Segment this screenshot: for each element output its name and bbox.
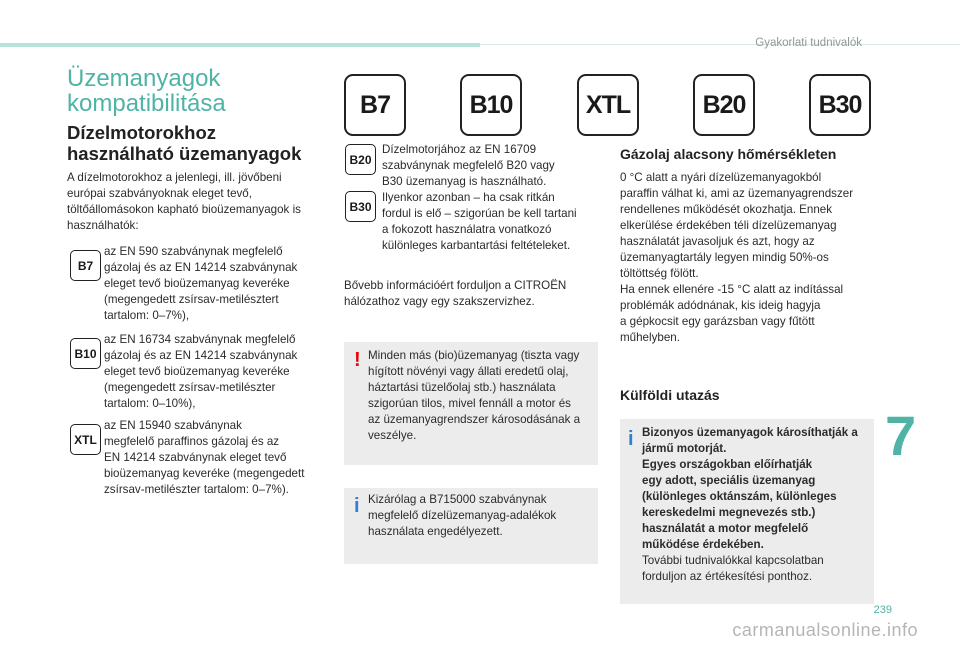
info-box-abroad [620, 419, 874, 604]
abroad-warning-text: Bizonyos üzemanyagok károsíthatják a jármű motorját. Egyes országokban előírhatják egy adott, speciális üzemanyag (különleges oktánszám, különleges kereskedelmi megnevezés stb.) használatát a motor megfelelő működése érdekében. [642, 426, 858, 551]
info-icon: i [628, 428, 634, 450]
cold-weather-text: 0 °C alatt a nyári dízelüzemanyagokból paraffin válhat ki, ami az üzemanyagrendszer rendellenes működését okozhatja. Ennek elkerülése érdekében téli dízelüzemanyag használatát javasoljuk és azt, hogy az üzemanyagtartály legyen mindig 50%-os töltöttség fölött. Ha ennek ellenére -15 °C alatt az indítással problémák adódnának, kis ideig hagyja a gépkocsit egy garázsban vagy fűtött műhelyben. [620, 171, 854, 344]
section-title: Gyakorlati tudnivalók [755, 37, 862, 49]
abroad-heading: Külföldi utazás [620, 387, 720, 403]
warning-icon: ! [354, 349, 361, 371]
more-info-text: Bővebb információért forduljon a CITROËN hálózathoz vagy egy szakszervizhez. [344, 279, 567, 308]
info-icon: i [354, 495, 360, 517]
fuel-badge-b30-small: B30 [345, 191, 376, 222]
fuel-item-xtl-text: az EN 15940 szabványnak megfelelő paraffinos gázolaj és az EN 14214 szabványnak eleget tevő bioüzemanyag keveréke (megengedett zsírsav-metilészter tartalom: 0–7%). [104, 419, 305, 496]
fuel-badge-b10-small: B10 [70, 338, 101, 369]
fuel-item-b7-text: az EN 590 szabványnak megfelelő gázolaj és az EN 14214 szabványnak eleget tevő bioüzemanyag keveréke (megengedett zsírsav-metilésztert tartalom: 0–7%), [104, 245, 298, 322]
chapter-tab [885, 403, 960, 469]
fuel-badge-xtl-small: XTL [70, 424, 101, 455]
fuel-badge-b30: B30 [809, 74, 871, 136]
header-accent-bar [0, 43, 480, 47]
chapter-number: 7 [885, 404, 917, 467]
diesel-intro: A dízelmotorokhoz a jelenlegi, ill. jövőbeni európai szabványoknak eleget tevő, töltőállomásokon kapható bioüzemanyagok is használhatók: [67, 171, 301, 232]
watermark: carmanualsonline.info [732, 620, 918, 640]
warning-text: Minden más (bio)üzemanyag (tiszta vagy hígított növényi vagy állati eredetű olaj, háztartási tüzelőolaj stb.) használata szigorúan tilos, mivel fennáll a motor és az üzemanyagrendszer károsodásának a veszélye. [368, 349, 581, 442]
fuel-badge-b20-small: B20 [345, 144, 376, 175]
fuel-badge-b20: B20 [693, 74, 755, 136]
header-divider [480, 44, 960, 45]
fuel-badge-b7: B7 [344, 74, 406, 136]
fuel-item-b10-text: az EN 16734 szabványnak megfelelő gázolaj és az EN 14214 szabványnak eleget tevő bioüzemanyag keveréke (megengedett zsírsav-metilészter tartalom: 0–10%), [104, 333, 298, 410]
info-box-additives [344, 488, 598, 564]
b20-b30-text: Dízelmotorjához az EN 16709 szabványnak megfelelő B20 vagy B30 üzemanyag is használható. Ilyenkor azonban – ha csak ritkán fordul is elő – szigorúan be kell tartani a fokozott használatra vonatkozó különleges karbantartási feltételeket. [382, 143, 577, 252]
abroad-contact-text: További tudnivalókkal kapcsolatban forduljon az értékesítési ponthoz. [642, 554, 824, 583]
fuel-badge-b10: B10 [460, 74, 522, 136]
page-number: 239 [873, 604, 892, 616]
fuel-badge-xtl: XTL [577, 74, 639, 136]
diesel-heading: Dízelmotorokhoz használható üzemanyagok [67, 122, 302, 164]
info-additives-text: Kizárólag a B715000 szabványnak megfelelő dízelüzemanyag-adalékok használata engedélyezett. [368, 493, 557, 538]
warning-box [344, 342, 598, 465]
page-title: Üzemanyagok kompatibilitása [67, 65, 226, 117]
fuel-badge-b7-small: B7 [70, 250, 101, 281]
cold-weather-heading: Gázolaj alacsony hőmérsékleten [620, 146, 837, 162]
